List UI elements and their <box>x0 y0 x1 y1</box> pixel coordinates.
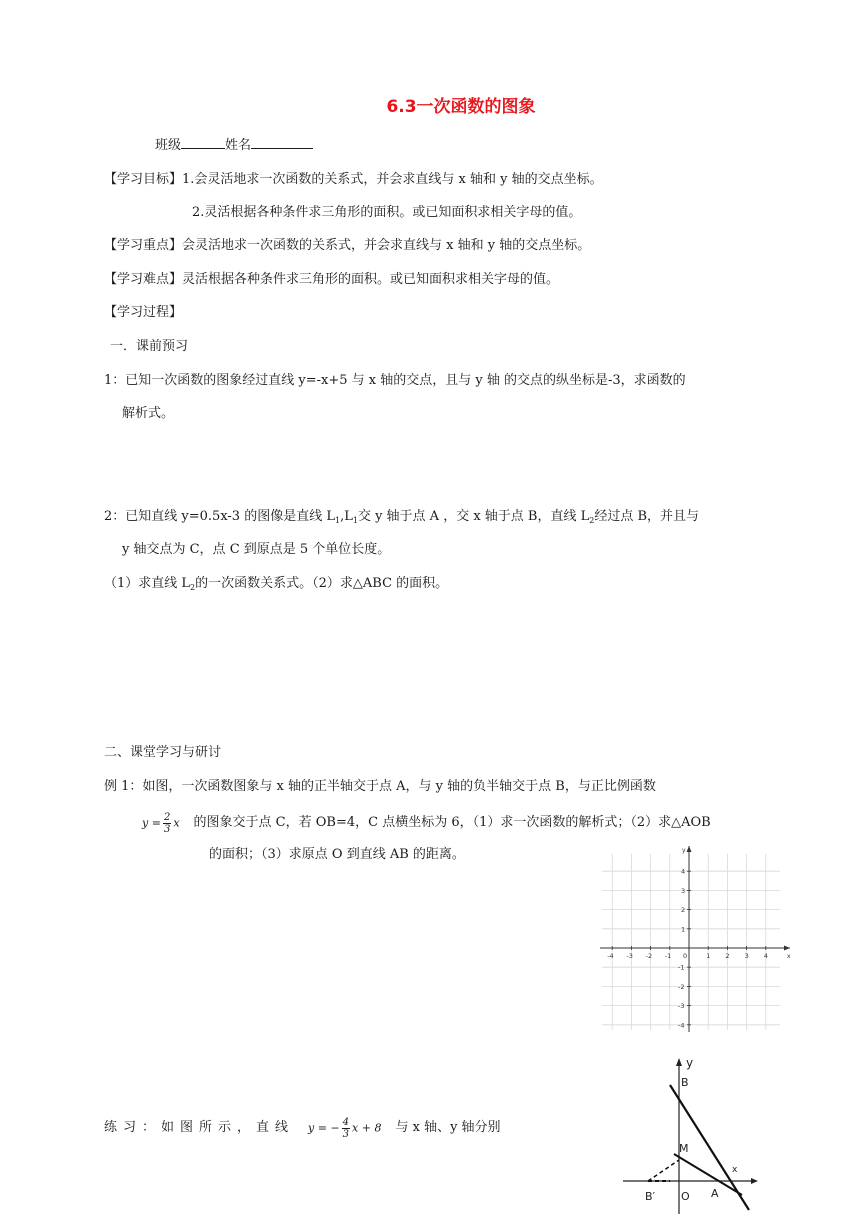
page-title: 6.3一次函数的图象 <box>386 97 536 117</box>
example1-text: 的图象交于点 C，若 OB=4，C 点横坐标为 6，（1）求一次函数的解析式；（2）求△AOB <box>193 815 711 830</box>
x-tick-label: 2 <box>725 952 730 960</box>
process-tag: 【学习过程】 <box>104 305 183 320</box>
x-tick-label: 1 <box>706 952 711 960</box>
question2-text-a: 2：已知直线 y=0.5x-3 的图像是直线 L <box>104 509 335 524</box>
fraction <box>163 812 171 835</box>
x-tick-label: -1 <box>664 952 672 960</box>
x-axis-label: x <box>732 1165 738 1175</box>
class-label: 班级 <box>155 138 182 153</box>
formula-lhs: y = − <box>308 1121 340 1134</box>
formula-proportional <box>142 812 180 835</box>
subscript: 1 <box>334 516 341 525</box>
point-b-label: B <box>681 1076 689 1089</box>
y-tick-label: -2 <box>678 982 685 991</box>
practice-line <box>104 1110 501 1146</box>
x-axis-label: x <box>787 953 791 960</box>
point-a-label: A <box>711 1187 719 1200</box>
subscript: 2 <box>190 583 196 592</box>
x-tick-label: -4 <box>607 952 614 960</box>
fraction-numerator: 4 <box>342 1116 350 1128</box>
question2-text-b: ,L <box>340 509 353 524</box>
subscript: 1 <box>352 516 358 525</box>
example1-line2 <box>142 805 711 841</box>
difficulty <box>104 270 559 290</box>
example1-line3: 的面积；（3）求原点 O 到直线 AB 的距离。 <box>209 847 465 862</box>
y-tick-label: 1 <box>681 925 686 934</box>
practice-figure <box>618 1050 768 1216</box>
objectives-tag: 【学习目标】 <box>104 172 183 187</box>
y-tick-label: -1 <box>678 963 685 972</box>
difficulty-text: 灵活根据各种条件求三角形的面积。或已知面积求相关字母的值。 <box>182 272 560 287</box>
y-axis-arrow-icon <box>676 1058 682 1066</box>
practice-text-b: 与 x 轴、y 轴分别 <box>395 1120 501 1135</box>
subscript: 2 <box>589 516 595 525</box>
question2-line3 <box>104 574 448 598</box>
y-axis-label: y <box>682 847 686 854</box>
x-tick-label: 4 <box>763 952 768 960</box>
formula-practice <box>308 1117 381 1140</box>
question2-text-d: 经过点 B，并且与 <box>594 509 700 524</box>
fraction-numerator: 2 <box>163 811 171 823</box>
x-tick-label: 0 <box>683 952 688 960</box>
difficulty-tag: 【学习难点】 <box>104 272 183 287</box>
objectives-line1 <box>104 170 603 190</box>
question2-line1 <box>104 507 699 531</box>
y-tick-label: 2 <box>681 906 686 915</box>
y-axis-label: y <box>686 1056 694 1070</box>
line-bprime-m <box>648 1160 679 1181</box>
section1-heading: 一．课前预习 <box>110 339 189 354</box>
question2-part-b: 的一次函数关系式。（2）求△ABC 的面积。 <box>195 576 449 591</box>
key-point <box>104 236 590 256</box>
formula-rest: x + 8 <box>352 1121 382 1134</box>
key-point-text: 会灵活地求一次函数的关系式，并会求直线与 x 轴和 y 轴的交点坐标。 <box>182 238 591 253</box>
fraction <box>342 1117 350 1140</box>
point-o-label: O <box>681 1190 690 1203</box>
y-tick-label: 4 <box>681 867 686 876</box>
x-tick-label: -3 <box>626 952 633 960</box>
question2-text-c: 交 y 轴于点 A ，交 x 轴于点 B，直线 L <box>357 509 590 524</box>
fraction-denominator: 3 <box>163 823 171 835</box>
question2-part-a: （1）求直线 L <box>104 576 191 591</box>
fraction-denominator: 3 <box>342 1128 350 1140</box>
name-blank[interactable] <box>251 134 313 149</box>
x-tick-label: -2 <box>645 952 653 960</box>
formula-var: x <box>173 816 180 829</box>
y-tick-label: -3 <box>678 1002 685 1011</box>
name-label: 姓名 <box>225 138 252 153</box>
objective-item-2: 2.灵活根据各种条件求三角形的面积。或已知面积求相关字母的值。 <box>192 205 582 220</box>
student-info <box>155 134 313 156</box>
formula-lhs: y = <box>142 816 161 829</box>
practice-text-a: 练习：如图所示，直线 <box>104 1120 295 1135</box>
class-blank[interactable] <box>181 134 225 149</box>
y-tick-label: -4 <box>678 1021 685 1030</box>
example1-line1: 例 1：如图，一次函数图象与 x 轴的正半轴交于点 A，与 y 轴的负半轴交于点 B，与正比例函数 <box>104 779 656 794</box>
question1-line2: 解析式。 <box>122 406 175 421</box>
point-bprime-label: B′ <box>645 1190 656 1203</box>
point-m-label: M <box>679 1142 689 1155</box>
x-tick-label: 3 <box>744 952 749 960</box>
section2-heading: 二、课堂学习与研讨 <box>104 745 222 760</box>
y-tick-label: 3 <box>681 886 686 895</box>
question1-line1: 1：已知一次函数的图象经过直线 y=-x+5 与 x 轴的交点，且与 y 轴 的交点的纵坐标是-3，求函数的 <box>104 373 686 388</box>
question2-line2: y 轴交点为 C，点 C 到原点是 5 个单位长度。 <box>122 542 391 557</box>
key-point-tag: 【学习重点】 <box>104 238 183 253</box>
figure-background <box>594 840 794 1040</box>
coordinate-grid-figure <box>594 840 794 1040</box>
objective-item-1: 1.会灵活地求一次函数的关系式，并会求直线与 x 轴和 y 轴的交点坐标。 <box>182 172 603 187</box>
x-axis-arrow-icon <box>751 1178 758 1184</box>
